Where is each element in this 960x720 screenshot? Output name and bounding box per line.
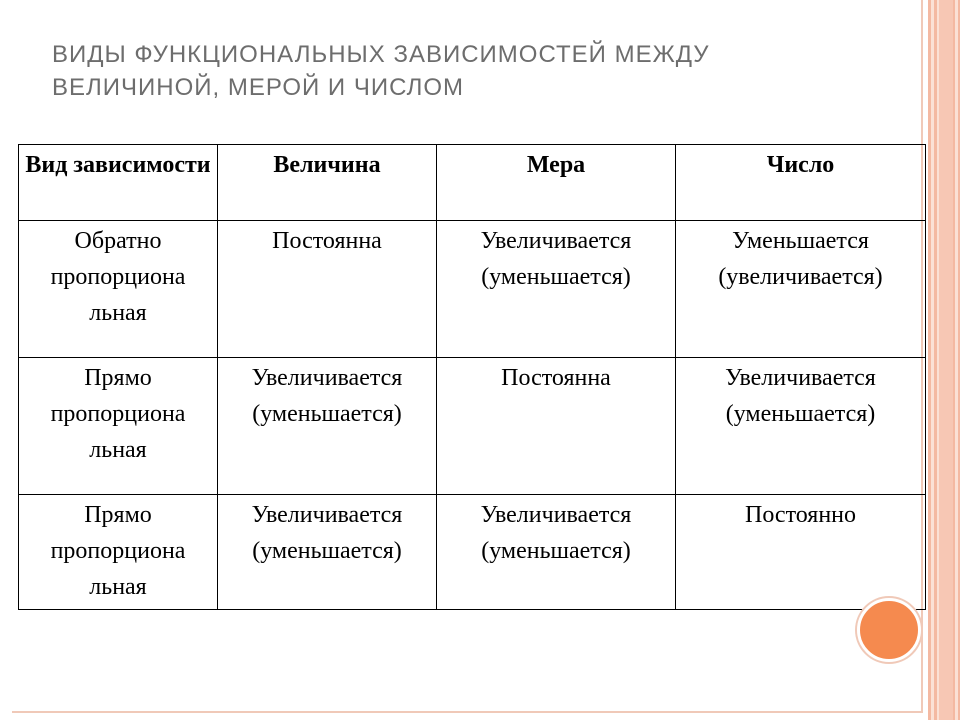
- table-cell: Постоянно: [676, 495, 926, 610]
- table-cell: Увеличивается (уменьшается): [218, 358, 437, 495]
- table-cell: Обратно пропорциона льная: [19, 221, 218, 358]
- slide-title: [52, 38, 852, 104]
- table-row: [19, 221, 926, 358]
- table-cell: Постоянна: [218, 221, 437, 358]
- table-row: [19, 495, 926, 610]
- table-row: [19, 358, 926, 495]
- header-cell-quantity: Величина: [218, 145, 437, 221]
- table-cell: Прямо пропорциона льная: [19, 495, 218, 610]
- dependencies-table: [18, 144, 926, 610]
- table-cell: Увеличивается (уменьшается): [437, 221, 676, 358]
- table-cell: Увеличивается (уменьшается): [218, 495, 437, 610]
- header-cell-measure: Мера: [437, 145, 676, 221]
- decorative-stripe-core: [939, 0, 953, 720]
- table-header-row: [19, 145, 926, 221]
- table-cell: Увеличивается (уменьшается): [437, 495, 676, 610]
- slide-title-line-1: ВИДЫ ФУНКЦИОНАЛЬНЫХ ЗАВИСИМОСТЕЙ МЕЖДУ: [52, 41, 710, 68]
- table-cell: Уменьшается (увеличивается): [676, 221, 926, 358]
- table-cell: Постоянна: [437, 358, 676, 495]
- header-cell-type: Вид зависимости: [19, 145, 218, 221]
- header-cell-number: Число: [676, 145, 926, 221]
- decorative-orange-circle: [857, 598, 921, 662]
- table-cell: Увеличивается (уменьшается): [676, 358, 926, 495]
- table-cell: Прямо пропорциона льная: [19, 358, 218, 495]
- slide-title-line-2: ВЕЛИЧИНОЙ, МЕРОЙ И ЧИСЛОМ: [52, 74, 465, 101]
